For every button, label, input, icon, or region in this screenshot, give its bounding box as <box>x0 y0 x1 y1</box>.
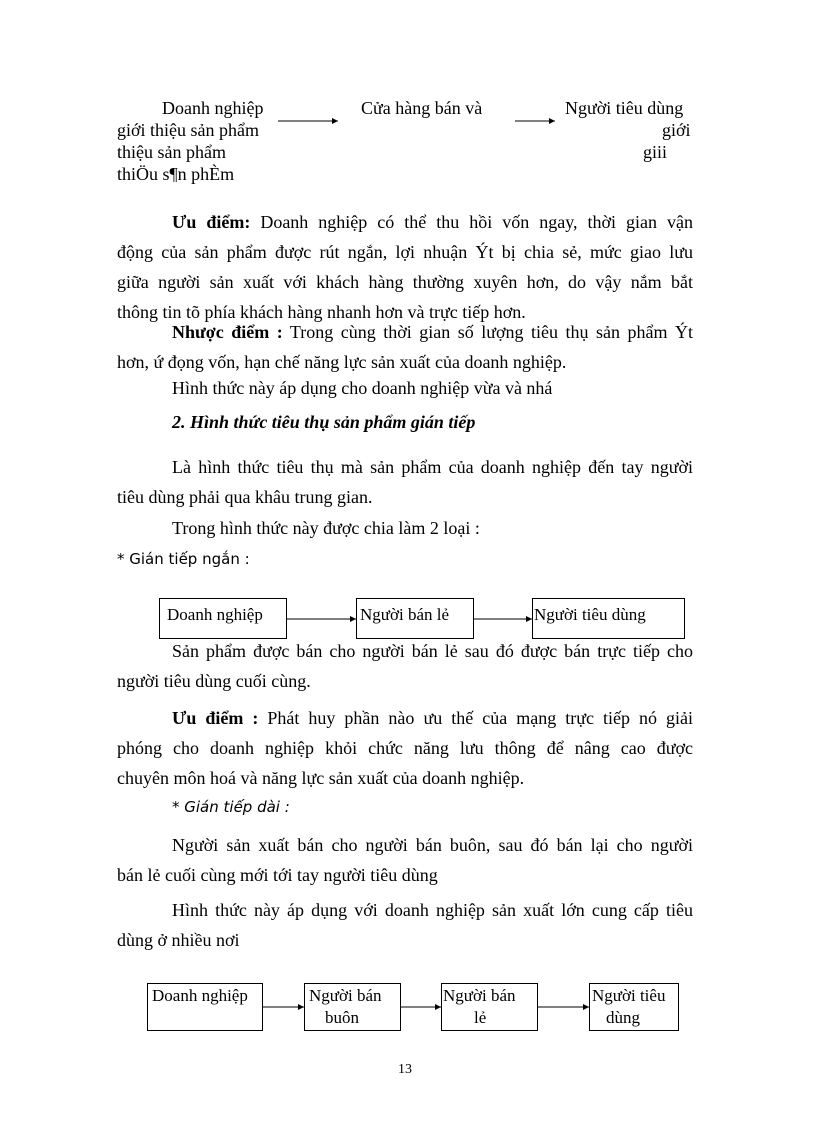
advantages2-line3: chuyên môn hoá và năng lực sản xuất của doanh nghiệp. <box>117 768 525 788</box>
diagram2-box3-label: Người tiêu dùng <box>534 605 646 624</box>
diagram3-box-doanh-nghiep <box>147 983 263 1031</box>
diagram2-box-doanh-nghiep <box>159 598 287 639</box>
diagram1-col2: Cửa hàng bán và <box>361 98 483 118</box>
section2-heading: 2. Hình thức tiêu thụ sản phẩm gián tiếp <box>172 412 476 432</box>
long-desc-line2: bán lẻ cuối cùng mới tới tay người tiêu dùng <box>117 865 438 885</box>
advantages1-label: Ưu điểm: <box>172 212 251 232</box>
short-desc-line1: Sản phẩm được bán cho người bán lẻ sau đó được bán trực tiếp cho <box>172 641 693 661</box>
diagram2-box1-label: Doanh nghiệp <box>167 605 263 624</box>
diagram2-box2-label: Người bán lẻ <box>360 605 450 624</box>
advantages2-line2: phóng cho doanh nghiệp khỏi chức năng lưu thông để nâng cao được <box>117 738 693 758</box>
disadvantages1-line1: Trong cùng thời gian số lượng tiêu thụ sản phẩm Ýt <box>282 322 693 342</box>
diagram3-box4-line2: dùng <box>606 1008 640 1027</box>
diagram3-box2-line2: buôn <box>325 1008 359 1027</box>
advantages1-line1: Doanh nghiệp có thể thu hồi vốn ngay, thời gian vận <box>250 212 694 232</box>
diagram3-box1-label: Doanh nghiệp <box>152 986 248 1005</box>
diagram1-col3-line3: giii <box>643 142 668 162</box>
advantages2-paragraph <box>117 703 693 793</box>
advantages1-line2: động của sản phẩm được rút ngắn, lợi nhuận Ýt bị chia sẻ, mức giao lưu <box>117 242 693 262</box>
diagram1-col1-line2: giới thiệu sản phẩm <box>117 120 259 140</box>
diagram1-col1-line4: thiÖu s¶n phÈm <box>117 164 235 184</box>
disadvantages1-line2: hơn, ứ đọng vốn, hạn chế năng lực sản xuất của doanh nghiệp. <box>117 352 567 372</box>
advantages1-line4: thông tin tõ phía khách hàng nhanh hơn và trực tiếp hơn. <box>117 302 526 322</box>
advantages1-line3: giữa người sản xuất với khách hàng thường xuyên hơn, do vậy nắm bắt <box>117 272 693 292</box>
disadvantages1-label: Nhược điểm : <box>172 322 283 342</box>
diagram2-box-nguoi-ban-le <box>356 598 474 639</box>
diagram3-box-nguoi-tieu-dung <box>589 983 679 1031</box>
diagram3-box-nguoi-ban-buon <box>304 983 401 1031</box>
types-intro: Trong hình thức này được chia làm 2 loại : <box>172 518 480 538</box>
apply1-text: Hình thức này áp dụng cho doanh nghiệp vừa và nhá <box>172 378 553 398</box>
disadvantages1-paragraph <box>117 317 693 377</box>
indirect-definition-paragraph <box>117 452 693 512</box>
diagram1-col3-line1: Người tiêu dùng <box>565 98 684 118</box>
diagram3-box2-line1: Người bán <box>309 986 382 1005</box>
diagram3-box3-line2: lẻ <box>474 1008 487 1027</box>
advantages1-paragraph <box>117 207 693 327</box>
long-desc-line1: Người sản xuất bán cho người bán buôn, sau đó bán lại cho người <box>172 835 693 855</box>
apply2-paragraph <box>117 895 693 955</box>
advantages2-line1: Phát huy phần nào ưu thế của mạng trực tiếp nó giải <box>258 708 694 728</box>
short-heading: * Gián tiếp ngắn : <box>117 550 250 568</box>
diagram3-box-nguoi-ban-le <box>441 983 538 1031</box>
page-number: 13 <box>398 1062 412 1077</box>
diagram3-box4-line1: Người tiêu <box>592 986 666 1005</box>
long-desc-paragraph <box>117 830 693 890</box>
diagram1-col3-line2: giới <box>662 120 691 140</box>
diagram1-col1-line3: thiệu sản phẩm <box>117 142 226 162</box>
diagram3-box3-line1: Người bán <box>443 986 516 1005</box>
diagram2-box-nguoi-tieu-dung <box>532 598 685 639</box>
apply2-line1: Hình thức này áp dụng với doanh nghiệp sản xuất lớn cung cấp tiêu <box>172 900 693 920</box>
short-desc-line2: người tiêu dùng cuối cùng. <box>117 671 311 691</box>
short-desc-paragraph <box>117 636 693 696</box>
long-heading: * Gián tiếp dài : <box>172 798 290 816</box>
indirect-def-line2: tiêu dùng phải qua khâu trung gian. <box>117 487 373 507</box>
indirect-def-line1: Là hình thức tiêu thụ mà sản phẩm của doanh nghiệp đến tay người <box>172 457 693 477</box>
apply2-line2: dùng ở nhiều nơi <box>117 930 240 950</box>
advantages2-label: Ưu điểm : <box>172 708 259 728</box>
diagram1-col1-line1: Doanh nghiệp <box>162 98 264 118</box>
